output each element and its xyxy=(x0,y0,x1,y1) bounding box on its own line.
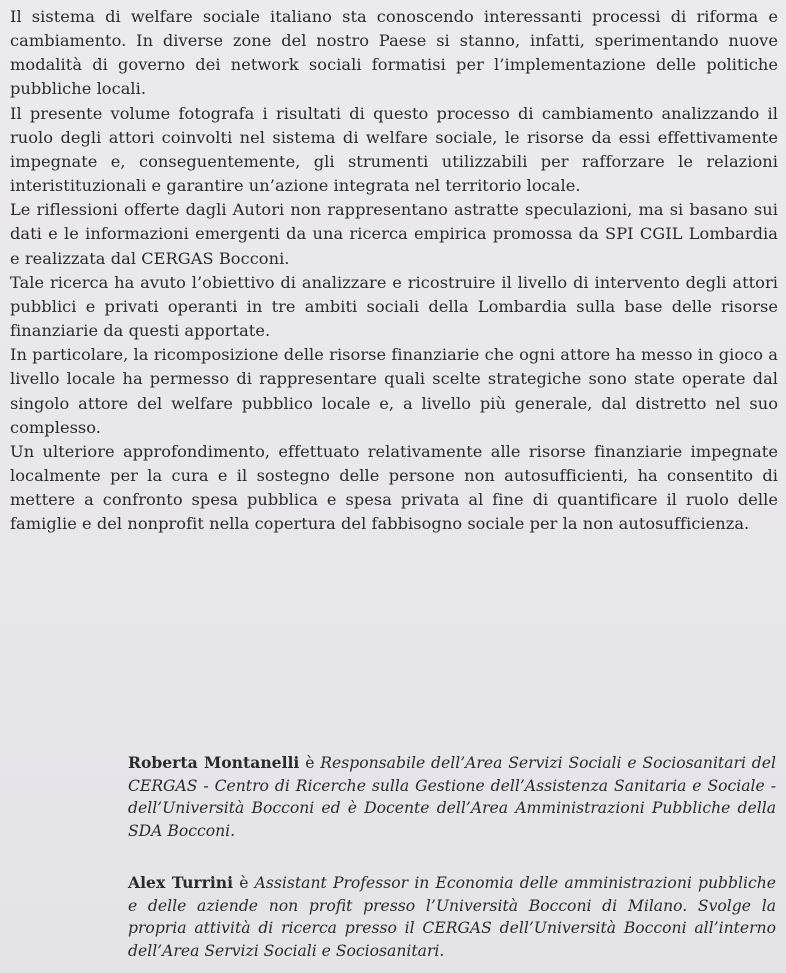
blurb-paragraph-2: Il presente volume fotografa i risultati di questo processo di cambiamento analizzando il ruolo degli attori coinvolti nel sistema di welfare sociale, le risorse da essi effettivamente impegnate e, conseguentemente, gli strumenti utilizzabili per rafforzare le relazioni interistituzionali e garantire un’azione integrata nel territorio locale. xyxy=(10,103,778,196)
author-role: Responsabile dell’Area Servizi Sociali e Sociosanitari del CERGAS - Centro di Ricerche sulla Gestione dell’Assistenza Sanitaria e Sociale - dell’Università Bocconi ed è Docente dell’Area Amministrazioni Pubbliche della SDA Bocconi. xyxy=(128,754,776,840)
author-bio-verb: è xyxy=(299,754,321,772)
blurb-paragraph-6: Un ulteriore approfondimento, effettuato relativamente alle risorse finanziarie impegnate localmente per la cura e il sostegno delle persone non autosufficienti, ha consentito di mettere a confronto spesa pubblica e spesa privata al fine di quantificare il ruolo delle famiglie e del nonprofit nella copertura del fabbisogno sociale per la non autosufficienza. xyxy=(10,441,778,534)
blurb-paragraph-4: Tale ricerca ha avuto l’obiettivo di analizzare e ricostruire il livello di intervento degli attori pubblici e privati operanti in tre ambiti sociali della Lombardia sulla base delle risorse finanziarie da questi apportate. xyxy=(10,272,778,341)
blurb-paragraph-3: Le riflessioni offerte dagli Autori non rappresentano astratte speculazioni, ma si basano sui dati e le informazioni emergenti da una ricerca empirica promossa da SPI CGIL Lombardia e realizzata dal CERGAS Bocconi. xyxy=(10,200,778,268)
author-name: Roberta Montanelli xyxy=(128,753,300,772)
author-bio-turrini xyxy=(128,872,776,962)
author-bio-montanelli xyxy=(128,752,776,842)
blurb-text xyxy=(10,5,778,536)
blurb-paragraph-1: Il sistema di welfare sociale italiano sta conoscendo interessanti processi di riforma e cambiamento. In diverse zone del nostro Paese si stanno, infatti, sperimentando nuove modalità di governo dei network sociali formatisi per l’implementazione delle politiche pubbliche locali. xyxy=(10,7,778,99)
author-name: Alex Turrini xyxy=(128,873,234,892)
author-bio-verb: è xyxy=(233,874,255,892)
blurb-paragraph-5: In particolare, la ricomposizione delle risorse finanziarie che ogni attore ha messo in gioco a livello locale ha permesso di rappresentare quali scelte strategiche sono state operate dal singolo attore del welfare pubblico locale e, a livello più generale, dal distretto nel suo complesso. xyxy=(10,345,778,437)
author-role: Assistant Professor in Economia delle amministrazioni pubbliche e delle aziende non profit presso l’Università Bocconi di Milano. Svolge la propria attività di ricerca presso il CERGAS dell’Università Bocconi all’interno dell’Area Servizi Sociali e Sociosanitari. xyxy=(128,874,777,960)
